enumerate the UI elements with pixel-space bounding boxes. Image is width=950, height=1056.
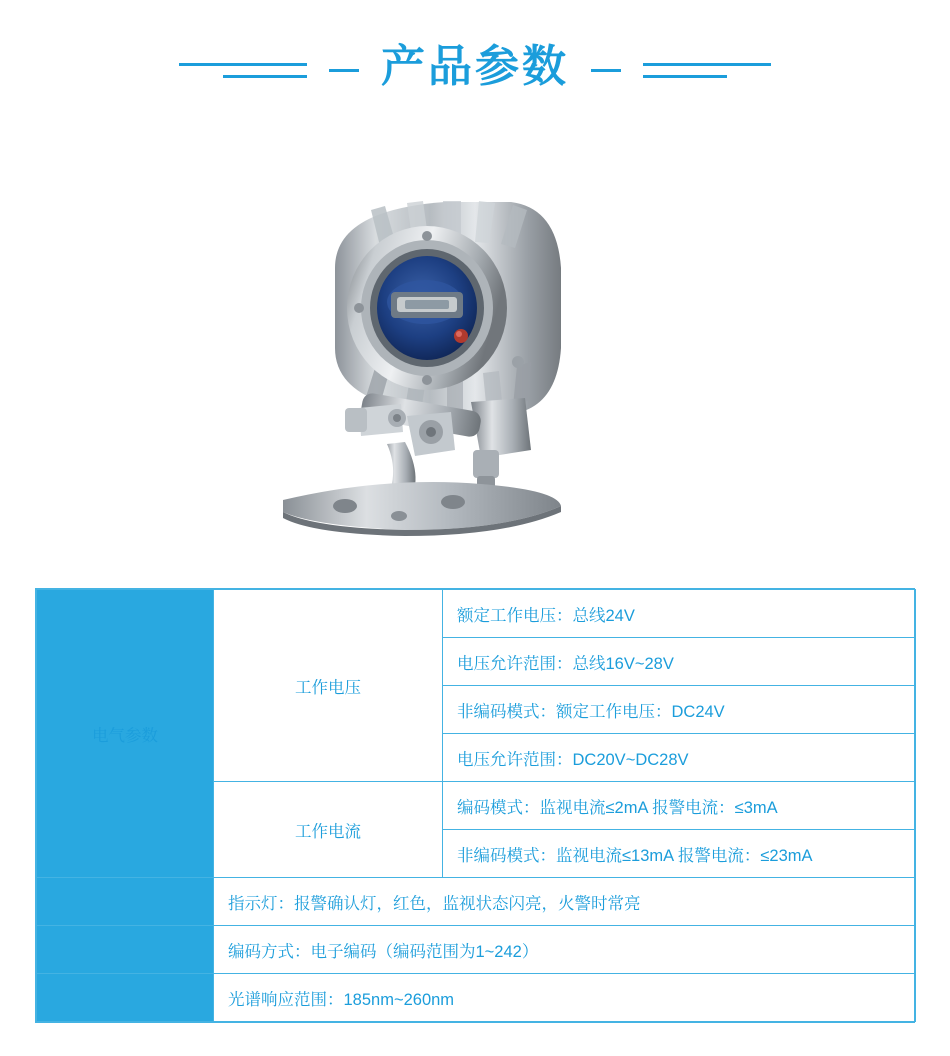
rule-line-long [643, 63, 771, 66]
rule-line-short [223, 75, 307, 78]
spec-value-full: 光谱响应范围：185nm~260nm [214, 974, 916, 1022]
table-row [37, 926, 916, 974]
spec-value-full: 编码方式：电子编码（编码范围为1~242） [214, 926, 916, 974]
table-row [37, 590, 916, 638]
spec-value: 编码模式：监视电流≤2mA 报警电流：≤3mA [443, 782, 916, 830]
category-cell-spacer [37, 974, 214, 1022]
spec-value: 非编码模式：监视电流≤13mA 报警电流：≤23mA [443, 830, 916, 878]
spec-value: 非编码模式：额定工作电压：DC24V [443, 686, 916, 734]
spec-value-full: 指示灯：报警确认灯，红色，监视状态闪亮，火警时常亮 [214, 878, 916, 926]
rule-line-long [179, 63, 307, 66]
spec-table [36, 589, 916, 1022]
base-plate [283, 482, 561, 536]
subgroup-label-voltage: 工作电压 [214, 590, 443, 782]
detector-housing [335, 201, 561, 414]
rule-line-short [643, 75, 727, 78]
category-cell: 电气参数 [37, 590, 214, 878]
housing-bolt [512, 356, 524, 368]
spec-value: 电压允许范围：总线16V~28V [443, 638, 916, 686]
title-dash-left [329, 69, 359, 72]
title-rule-left [179, 63, 307, 78]
category-cell-spacer [37, 878, 214, 926]
spec-table-wrapper [35, 588, 915, 1023]
page-header [0, 0, 950, 140]
subgroup-label-current: 工作电流 [214, 782, 443, 878]
product-photo [275, 150, 675, 570]
spec-value: 电压允许范围：DC20V~DC28V [443, 734, 916, 782]
title-block [179, 42, 771, 95]
title-dash-right [591, 69, 621, 72]
title-rule-right [643, 63, 771, 78]
page-title: 产品参数 [381, 42, 569, 91]
table-row [37, 878, 916, 926]
category-cell-spacer [37, 926, 214, 974]
table-row [37, 974, 916, 1022]
spec-value: 额定工作电压：总线24V [443, 590, 916, 638]
product-image-area [0, 140, 950, 570]
